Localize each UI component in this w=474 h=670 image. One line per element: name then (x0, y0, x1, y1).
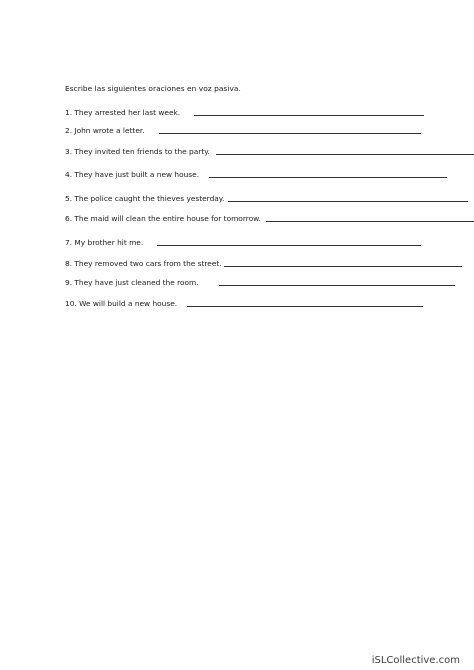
watermark-text: iSLCollective.com (371, 655, 460, 666)
exercise-sentence: 10. We will build a new house. (65, 299, 178, 308)
answer-line[interactable] (194, 114, 424, 116)
exercise-item (65, 257, 462, 269)
answer-line[interactable] (159, 132, 421, 134)
exercise-sentence: 8. They removed two cars from the street. (65, 259, 222, 268)
exercise-item (65, 106, 424, 118)
exercise-item (65, 297, 423, 309)
answer-line[interactable] (157, 244, 421, 246)
exercise-sentence: 1. They arrested her last week. (65, 108, 181, 117)
instruction-text: Escribe las siguientes oraciones en voz pasiva. (65, 84, 241, 93)
exercise-item (65, 276, 455, 288)
exercise-item (65, 192, 468, 204)
exercise-item (65, 212, 474, 224)
exercise-sentence: 4. They have just built a new house. (65, 170, 200, 179)
answer-line[interactable] (266, 220, 474, 222)
exercise-sentence: 6. The maid will clean the entire house for tomorrow. (65, 214, 261, 223)
answer-line[interactable] (228, 200, 468, 202)
answer-line[interactable] (187, 305, 423, 307)
exercise-sentence: 9. They have just cleaned the room. (65, 278, 199, 287)
exercise-item (65, 236, 421, 248)
exercise-sentence: 5. The police caught the thieves yesterday. (65, 194, 225, 203)
exercise-sentence: 2. John wrote a letter. (65, 126, 145, 135)
exercise-item (65, 168, 447, 180)
answer-line[interactable] (224, 265, 462, 267)
answer-line[interactable] (219, 284, 455, 286)
exercise-item (65, 145, 474, 157)
answer-line[interactable] (209, 176, 447, 178)
exercise-item (65, 124, 421, 136)
exercise-sentence: 7. My brother hit me. (65, 238, 144, 247)
answer-line[interactable] (216, 153, 474, 155)
exercise-sentence: 3. They invited ten friends to the party. (65, 147, 210, 156)
